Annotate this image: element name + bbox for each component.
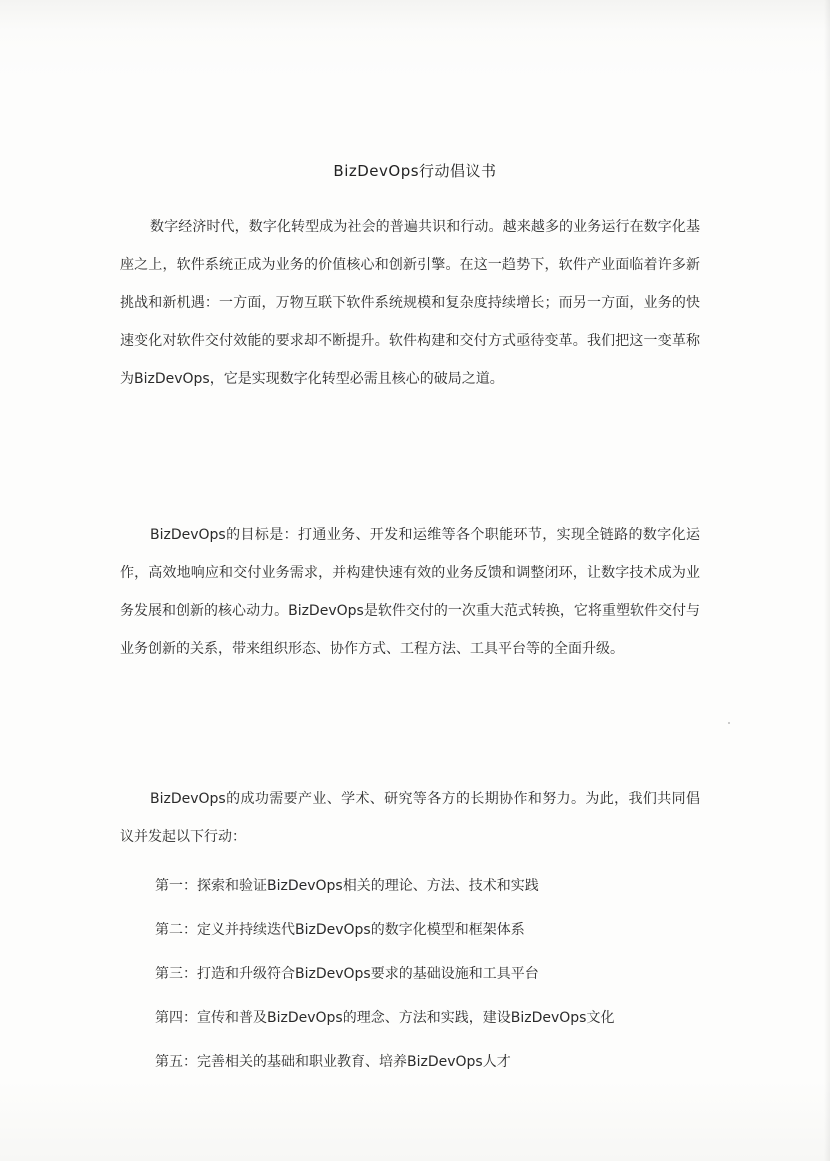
action-list <box>155 868 715 1088</box>
scan-speck <box>728 722 730 724</box>
list-item: 第四：宣传和普及BizDevOps的理念、方法和实践，建设BizDevOps文化 <box>155 1010 615 1026</box>
paragraph-intro: 数字经济时代，数字化转型成为社会的普遍共识和行动。越来越多的业务运行在数字化基座之上，软件系统正成为业务的价值核心和创新引擎。在这一趋势下，软件产业面临着许多新挑战和新机遇：一方面，万物互联下软件系统规模和复杂度持续增长；而另一方面，业务的快速变化对软件交付效能的要求却不断提升。软件构建和交付方式亟待变革。我们把这一变革称为BizDevOps，它是实现数字化转型必需且核心的破局之道。 <box>120 219 700 387</box>
paragraph-call-to-action: BizDevOps的成功需要产业、学术、研究等各方的长期协作和努力。为此，我们共同倡议并发起以下行动： <box>120 791 700 845</box>
list-item: 第一：探索和验证BizDevOps相关的理论、方法、技术和实践 <box>155 878 539 894</box>
document-title: BizDevOps行动倡议书 <box>333 162 497 180</box>
list-item: 第二：定义并持续迭代BizDevOps的数字化模型和框架体系 <box>155 922 525 938</box>
list-item: 第五：完善相关的基础和职业教育、培养BizDevOps人才 <box>155 1054 511 1070</box>
list-item: 第三：打造和升级符合BizDevOps要求的基础设施和工具平台 <box>155 966 539 982</box>
paragraph-goals: BizDevOps的目标是：打通业务、开发和运维等各个职能环节，实现全链路的数字化运作，高效地响应和交付业务需求，并构建快速有效的业务反馈和调整闭环，让数字技术成为业务发展和创新的核心动力。BizDevOps是软件交付的一次重大范式转换，它将重塑软件交付与业务创新的关系，带来组织形态、协作方式、工程方法、工具平台等的全面升级。 <box>120 527 700 657</box>
